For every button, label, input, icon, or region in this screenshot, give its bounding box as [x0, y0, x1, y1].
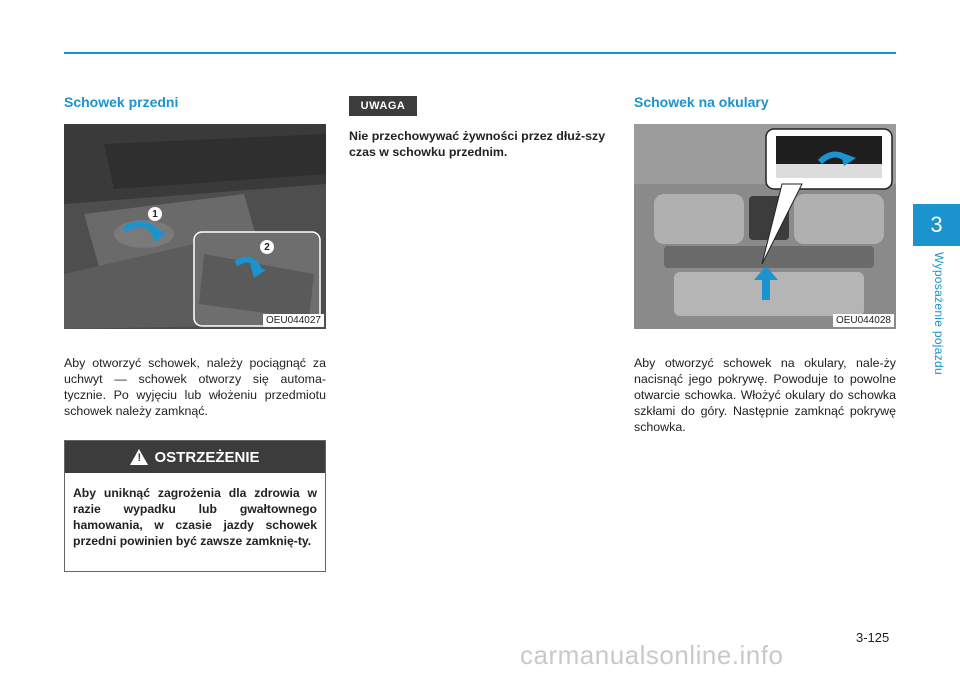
watermark: carmanualsonline.info: [520, 640, 784, 670]
sunglass-holder-instructions: Aby otworzyć schowek na okulary, nale-ży nacisnąć jego pokrywę. Powoduje to powolne otwarcie schowka. Włożyć okulary do schowka szkłami do góry. Następnie zamknąć pokrywę schowka.: [634, 356, 896, 434]
callout-2: 2: [260, 240, 274, 254]
front-glovebox-instructions: Aby otworzyć schowek, należy pociągnąć za uchwyt — schowek otworzy się automa-tycznie. Po wyjęciu lub włożeniu przedmiotu schowek należy zamknąć.: [64, 356, 326, 418]
warning-header: [65, 441, 325, 473]
sunglass-holder-illustration: [634, 124, 896, 329]
note-badge: UWAGA: [349, 96, 417, 116]
section-heading-front-glovebox: Schowek przedni: [64, 94, 179, 110]
photo-code: OEU044027: [263, 314, 324, 327]
chapter-tab: 3: [913, 204, 960, 246]
page-number: 3-125: [856, 630, 890, 645]
top-rule: [64, 52, 896, 54]
chapter-label: Wyposażenie pojazdu: [932, 252, 946, 375]
warning-title: OSTRZEŻENIE: [154, 448, 260, 466]
note-text: Nie przechowywać żywności przez dłuż-szy czas w schowku przednim.: [349, 129, 606, 159]
glovebox-illustration: [64, 124, 326, 329]
warning-box: [64, 440, 326, 572]
glovebox-photo: [64, 124, 326, 329]
warning-icon: !: [130, 449, 148, 465]
section-heading-sunglass-holder: Schowek na okulary: [634, 94, 769, 110]
warning-text: Aby uniknąć zagrożenia dla zdrowia w razie wypadku lub gwałtownego hamowania, w czasie jazdy schowek przedni powinien być zawsze zamknię-ty.: [73, 486, 317, 548]
sunglass-holder-photo: [634, 124, 896, 329]
photo-code: OEU044028: [833, 314, 894, 327]
callout-1: 1: [148, 207, 162, 221]
